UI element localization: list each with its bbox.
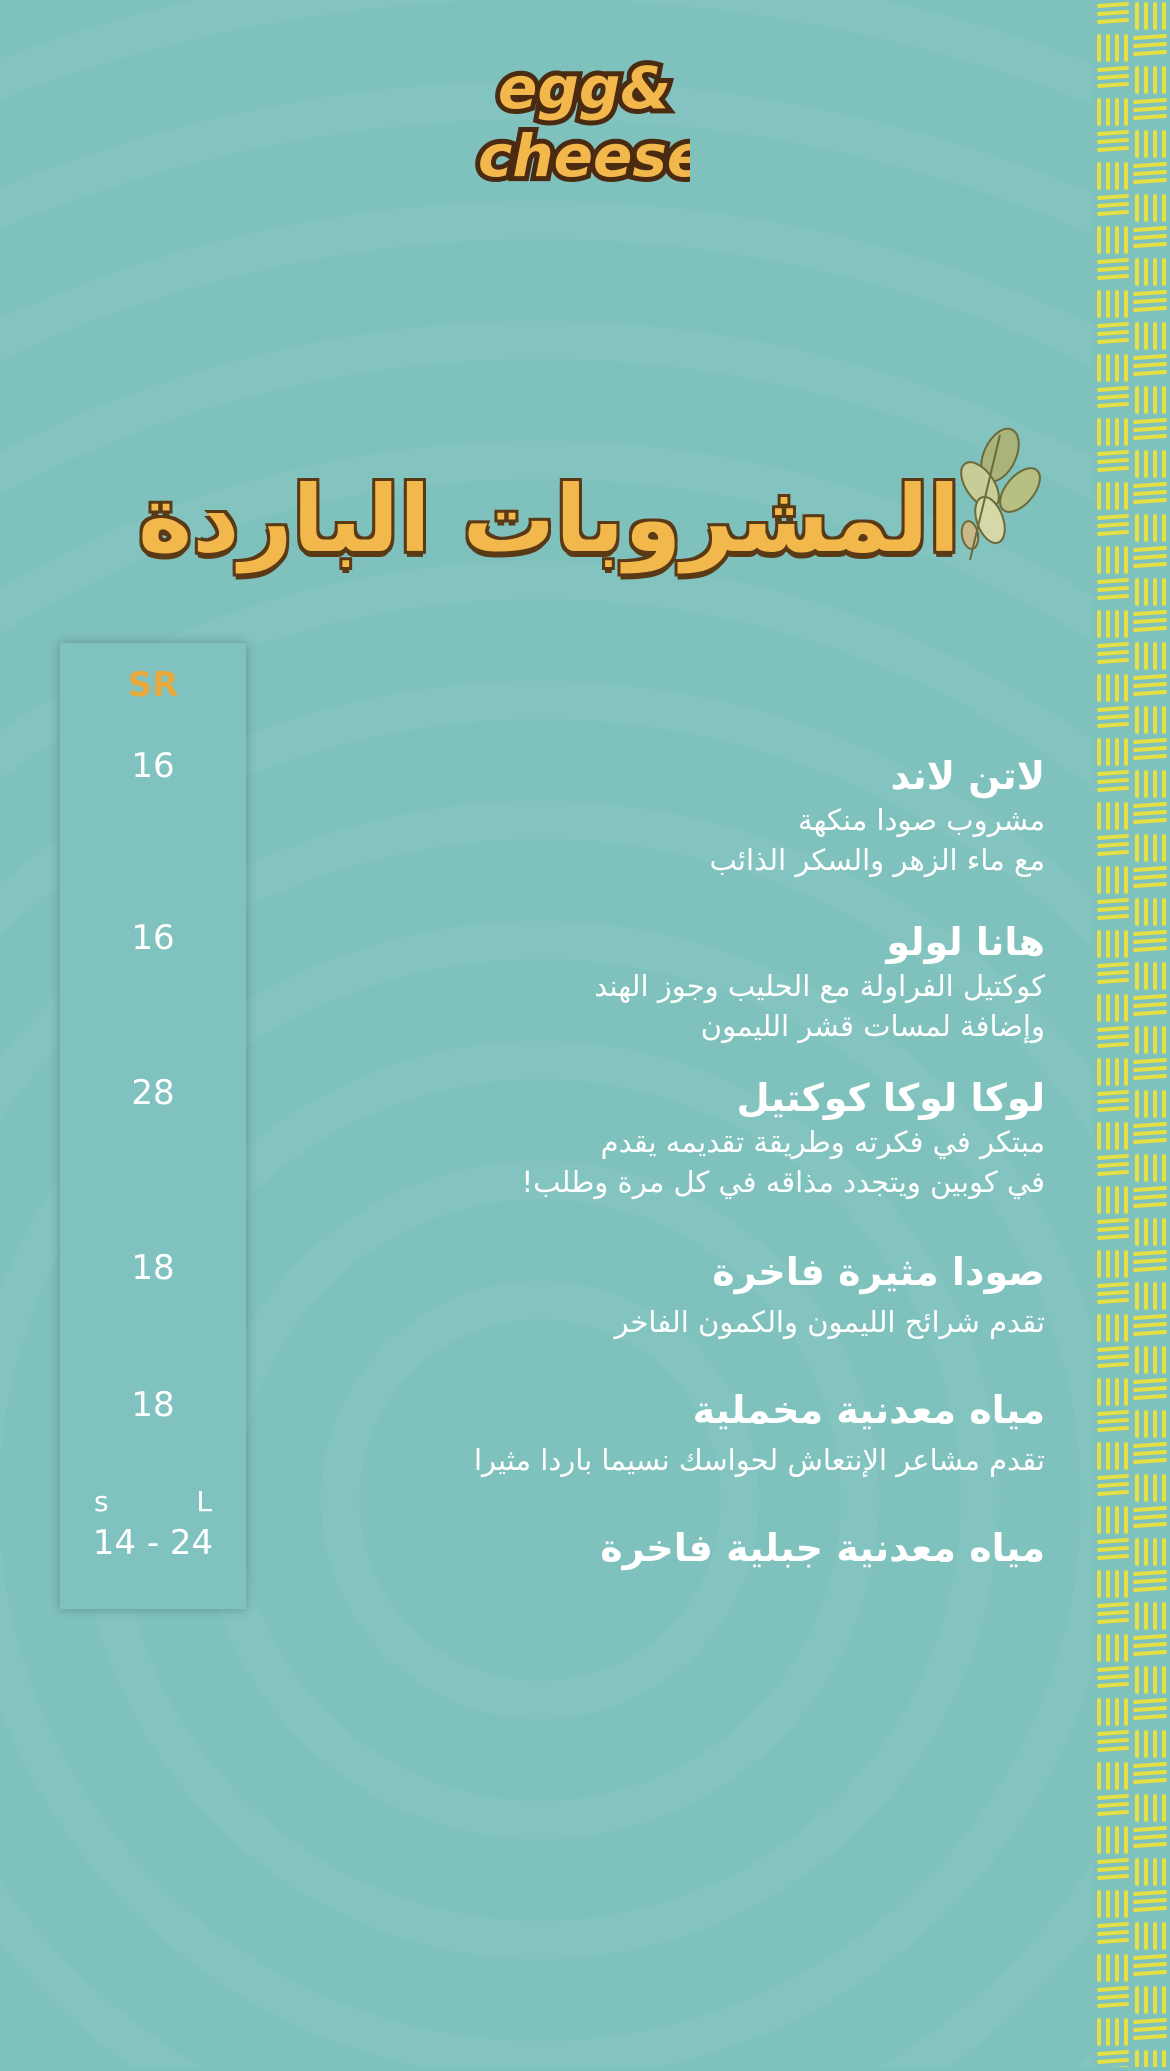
item-name: هانا لولو [886, 920, 1045, 964]
logo-text-cheese: cheese [478, 122, 690, 190]
item-desc-line: مبتكر في فكرته وطريقة تقديمه يقدم [600, 1125, 1045, 1159]
size-small-label: s [93, 1485, 109, 1518]
price-item-4: 18 [131, 1248, 175, 1288]
item-name: مياه معدنية مخملية [692, 1388, 1045, 1432]
menu-item [380, 1386, 1045, 1480]
logo-text-egg: egg& [498, 54, 671, 122]
size-labels [60, 1485, 246, 1518]
price-column [60, 643, 246, 1609]
menu-item [380, 918, 1045, 1046]
decorative-side-pattern [1093, 0, 1170, 2067]
menu-item [380, 752, 1045, 880]
item-desc-line: مع ماء الزهر والسكر الذائب [709, 843, 1045, 877]
item-desc-line: تقدم مشاعر الإنتعاش لحواسك نسيما باردا مثيرا [473, 1443, 1045, 1477]
menu-item [380, 1074, 1045, 1202]
menu-item [380, 1524, 1045, 1572]
item-desc-line: كوكتيل الفراولة مع الحليب وجوز الهند [594, 969, 1045, 1003]
menu-items [380, 0, 1045, 2067]
price-item-1: 16 [131, 746, 175, 786]
price-item-5: 18 [131, 1385, 175, 1425]
item-desc-line: مشروب صودا منكهة [798, 803, 1045, 837]
item-name: صودا مثيرة فاخرة [712, 1250, 1045, 1294]
page-title: المشروبات الباردة [137, 466, 960, 573]
price-item-6: 14 - 24 [92, 1523, 214, 1563]
size-large-label: L [196, 1485, 212, 1518]
price-item-3: 28 [131, 1073, 175, 1113]
price-item-2: 16 [131, 918, 175, 958]
item-name: لوكا لوكا كوكتيل [736, 1076, 1045, 1120]
menu-item [380, 1248, 1045, 1342]
item-name: لاتن لاند [890, 754, 1045, 798]
item-name: مياه معدنية جبلية فاخرة [600, 1526, 1045, 1570]
item-desc-line: وإضافة لمسات قشر الليمون [700, 1009, 1045, 1043]
currency-label: SR [127, 665, 179, 705]
item-desc-line: تقدم شرائح الليمون والكمون الفاخر [614, 1305, 1045, 1339]
item-desc-line: في كوبين ويتجدد مذاقه في كل مرة وطلب! [521, 1165, 1045, 1199]
